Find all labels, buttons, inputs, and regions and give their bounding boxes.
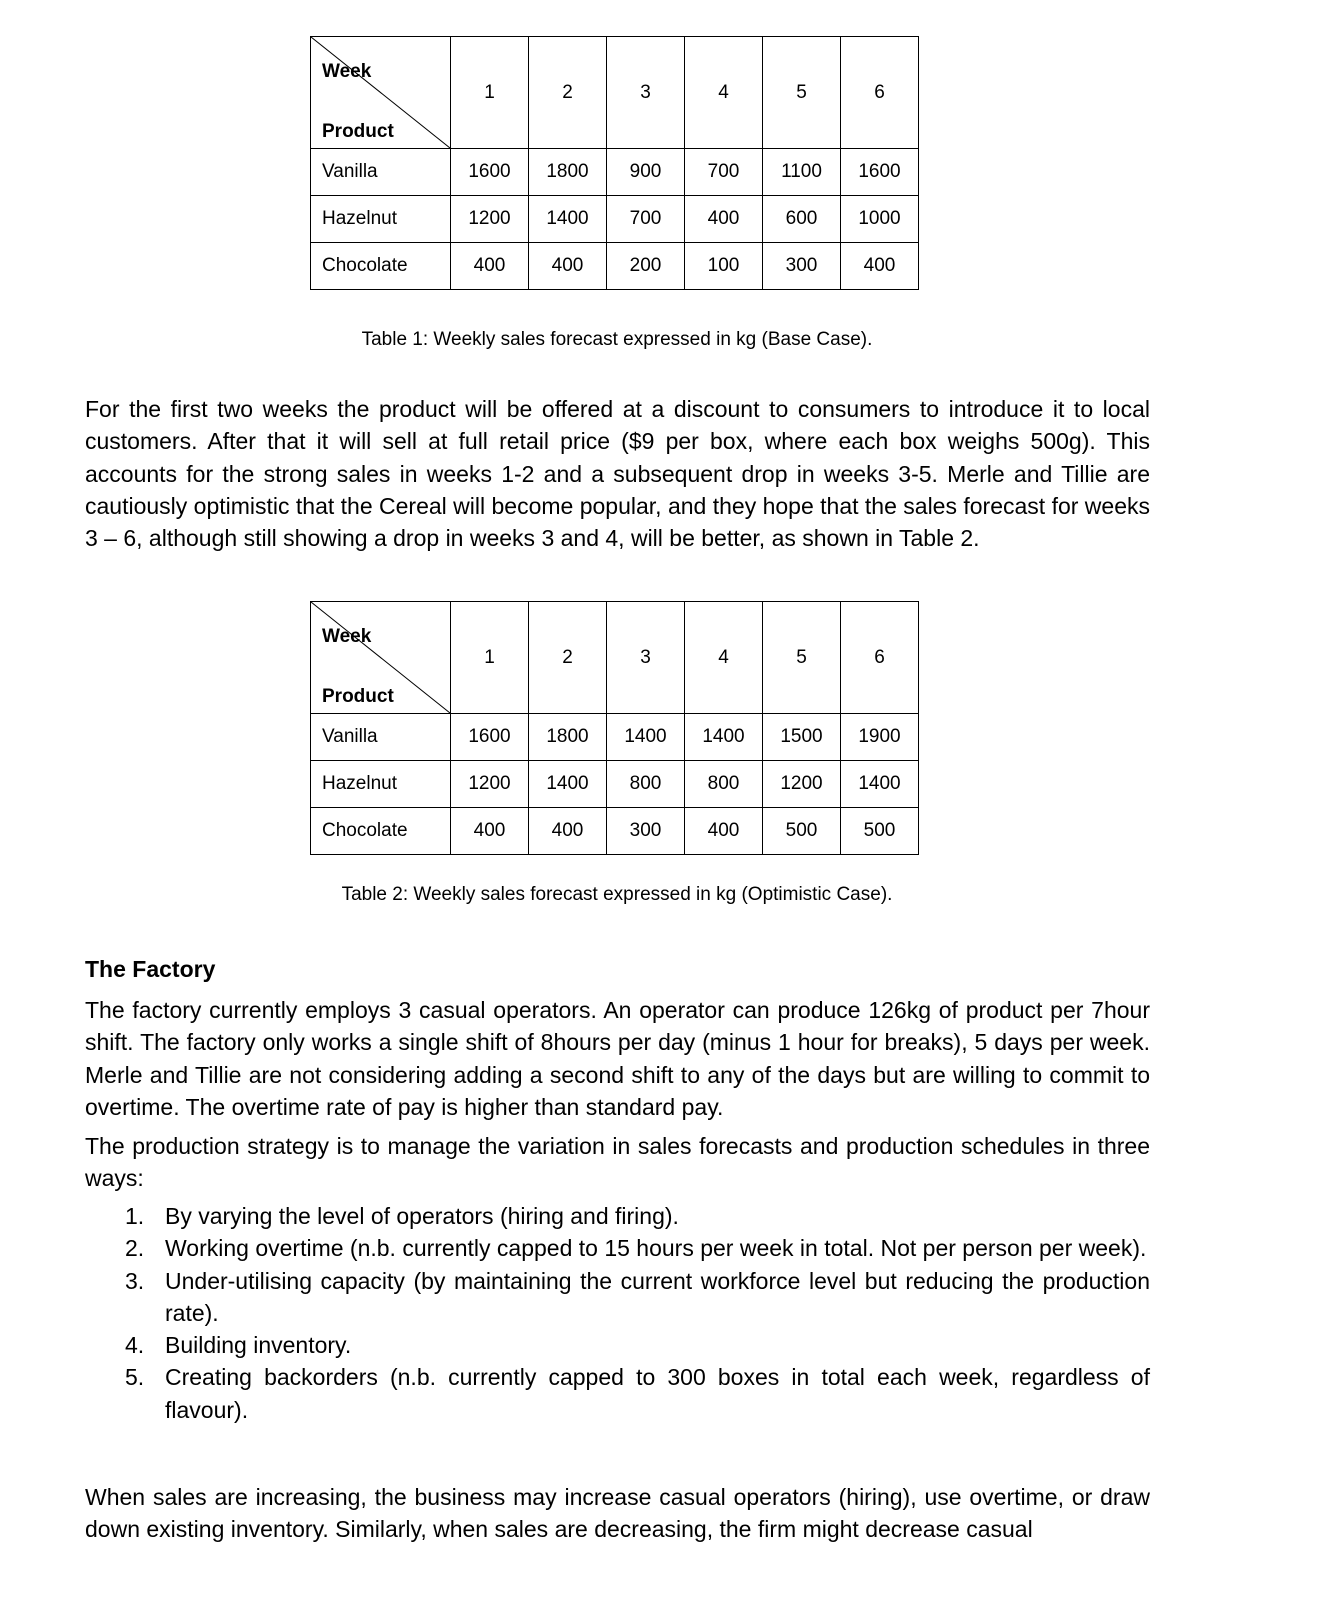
- list-number: 4.: [125, 1332, 145, 1359]
- value-cell: 400: [451, 808, 529, 855]
- table-row: [311, 714, 919, 761]
- week-header: 2: [529, 37, 607, 149]
- value-cell: 100: [685, 243, 763, 290]
- list-text: Under-utilising capacity (by maintaining the current workforce level but reducing the production rate).: [165, 1267, 1150, 1326]
- value-cell: 1800: [529, 714, 607, 761]
- value-cell: 700: [685, 149, 763, 196]
- value-cell: 400: [451, 243, 529, 290]
- week-header: 6: [841, 37, 919, 149]
- table-row: [311, 761, 919, 808]
- table-corner-cell: [311, 37, 451, 149]
- intro-paragraph: For the first two weeks the product will be offered at a discount to consumers to introduce it to local customers. After that it will sell at full retail price ($9 per box, where each box weighs 500g). This accounts for the strong sales in weeks 1-2 and a subsequent drop in weeks 3-5. Merle and Tillie are cautiously optimistic that the Cereal will become popular, and they hope that the sales forecast for weeks 3 – 6, although still showing a drop in weeks 3 and 4, will be better, as shown in Table 2.: [85, 396, 1150, 552]
- value-cell: 700: [607, 196, 685, 243]
- list-item: [85, 1200, 1150, 1232]
- value-cell: 1400: [607, 714, 685, 761]
- strategy-list: [85, 1200, 1150, 1426]
- list-text: Working overtime (n.b. currently capped to 15 hours per week in total. Not per person per week).: [165, 1235, 1147, 1262]
- list-item: [85, 1265, 1150, 1330]
- product-cell: Hazelnut: [311, 761, 451, 808]
- value-cell: 500: [841, 808, 919, 855]
- list-item: [85, 1232, 1150, 1264]
- week-header: 1: [451, 602, 529, 714]
- table-base-case: [310, 36, 919, 290]
- value-cell: 1900: [841, 714, 919, 761]
- value-cell: 1400: [685, 714, 763, 761]
- value-cell: 1400: [529, 761, 607, 808]
- product-cell: Hazelnut: [311, 196, 451, 243]
- section-heading-factory: The Factory: [85, 956, 216, 982]
- value-cell: 1100: [763, 149, 841, 196]
- value-cell: 1200: [451, 196, 529, 243]
- corner-week-label: Week: [322, 626, 372, 647]
- table-optimistic-case: [310, 601, 919, 855]
- week-header: 1: [451, 37, 529, 149]
- table-header-row: [311, 37, 919, 149]
- value-cell: 900: [607, 149, 685, 196]
- week-header: 4: [685, 37, 763, 149]
- table-corner-cell: [311, 602, 451, 714]
- value-cell: 1600: [841, 149, 919, 196]
- value-cell: 1400: [529, 196, 607, 243]
- value-cell: 1500: [763, 714, 841, 761]
- value-cell: 400: [529, 243, 607, 290]
- product-cell: Vanilla: [311, 714, 451, 761]
- value-cell: 300: [763, 243, 841, 290]
- list-number: 5.: [125, 1364, 145, 1391]
- value-cell: 1600: [451, 714, 529, 761]
- table1-caption: Table 1: Weekly sales forecast expressed in kg (Base Case).: [361, 329, 873, 350]
- list-number: 2.: [125, 1235, 145, 1262]
- week-header: 3: [607, 37, 685, 149]
- value-cell: 500: [763, 808, 841, 855]
- value-cell: 1200: [451, 761, 529, 808]
- product-cell: Chocolate: [311, 808, 451, 855]
- strategy-paragraph: The production strategy is to manage the variation in sales forecasts and production schedules in three ways:: [85, 1133, 1150, 1192]
- table-row: [311, 149, 919, 196]
- list-text: Creating backorders (n.b. currently capped to 300 boxes in total each week, regardless of flavour).: [165, 1364, 1150, 1423]
- table-header-row: [311, 602, 919, 714]
- corner-product-label: Product: [322, 121, 394, 142]
- value-cell: 800: [607, 761, 685, 808]
- week-header: 3: [607, 602, 685, 714]
- value-cell: 400: [685, 808, 763, 855]
- product-cell: Chocolate: [311, 243, 451, 290]
- value-cell: 400: [529, 808, 607, 855]
- value-cell: 1200: [763, 761, 841, 808]
- factory-paragraph: The factory currently employs 3 casual operators. An operator can produce 126kg of product per 7hour shift. The factory only works a single shift of 8hours per day (minus 1 hour for breaks), 5 days per week. Merle and Tillie are not considering adding a second shift to any of the days but are willing to commit to overtime. The overtime rate of pay is higher than standard pay.: [85, 997, 1150, 1120]
- list-number: 1.: [125, 1203, 145, 1229]
- table-row: [311, 808, 919, 855]
- list-item: [85, 1361, 1150, 1426]
- week-header: 4: [685, 602, 763, 714]
- table2-caption: Table 2: Weekly sales forecast expressed in kg (Optimistic Case).: [341, 884, 893, 905]
- value-cell: 400: [841, 243, 919, 290]
- value-cell: 400: [685, 196, 763, 243]
- table-row: [311, 243, 919, 290]
- week-header: 6: [841, 602, 919, 714]
- corner-week-label: Week: [322, 61, 372, 82]
- value-cell: 1400: [841, 761, 919, 808]
- week-header: 5: [763, 37, 841, 149]
- list-text: Building inventory.: [165, 1332, 352, 1359]
- week-header: 5: [763, 602, 841, 714]
- week-header: 2: [529, 602, 607, 714]
- list-item: [85, 1329, 1150, 1361]
- table-row: [311, 196, 919, 243]
- value-cell: 1000: [841, 196, 919, 243]
- value-cell: 300: [607, 808, 685, 855]
- value-cell: 1800: [529, 149, 607, 196]
- value-cell: 800: [685, 761, 763, 808]
- closing-paragraph: When sales are increasing, the business may increase casual operators (hiring), use overtime, or draw down existing inventory. Similarly, when sales are decreasing, the firm might decrease casual: [85, 1484, 1150, 1543]
- product-cell: Vanilla: [311, 149, 451, 196]
- value-cell: 1600: [451, 149, 529, 196]
- value-cell: 600: [763, 196, 841, 243]
- value-cell: 200: [607, 243, 685, 290]
- list-text: By varying the level of operators (hiring and firing).: [165, 1203, 679, 1229]
- corner-product-label: Product: [322, 686, 394, 707]
- list-number: 3.: [125, 1267, 145, 1294]
